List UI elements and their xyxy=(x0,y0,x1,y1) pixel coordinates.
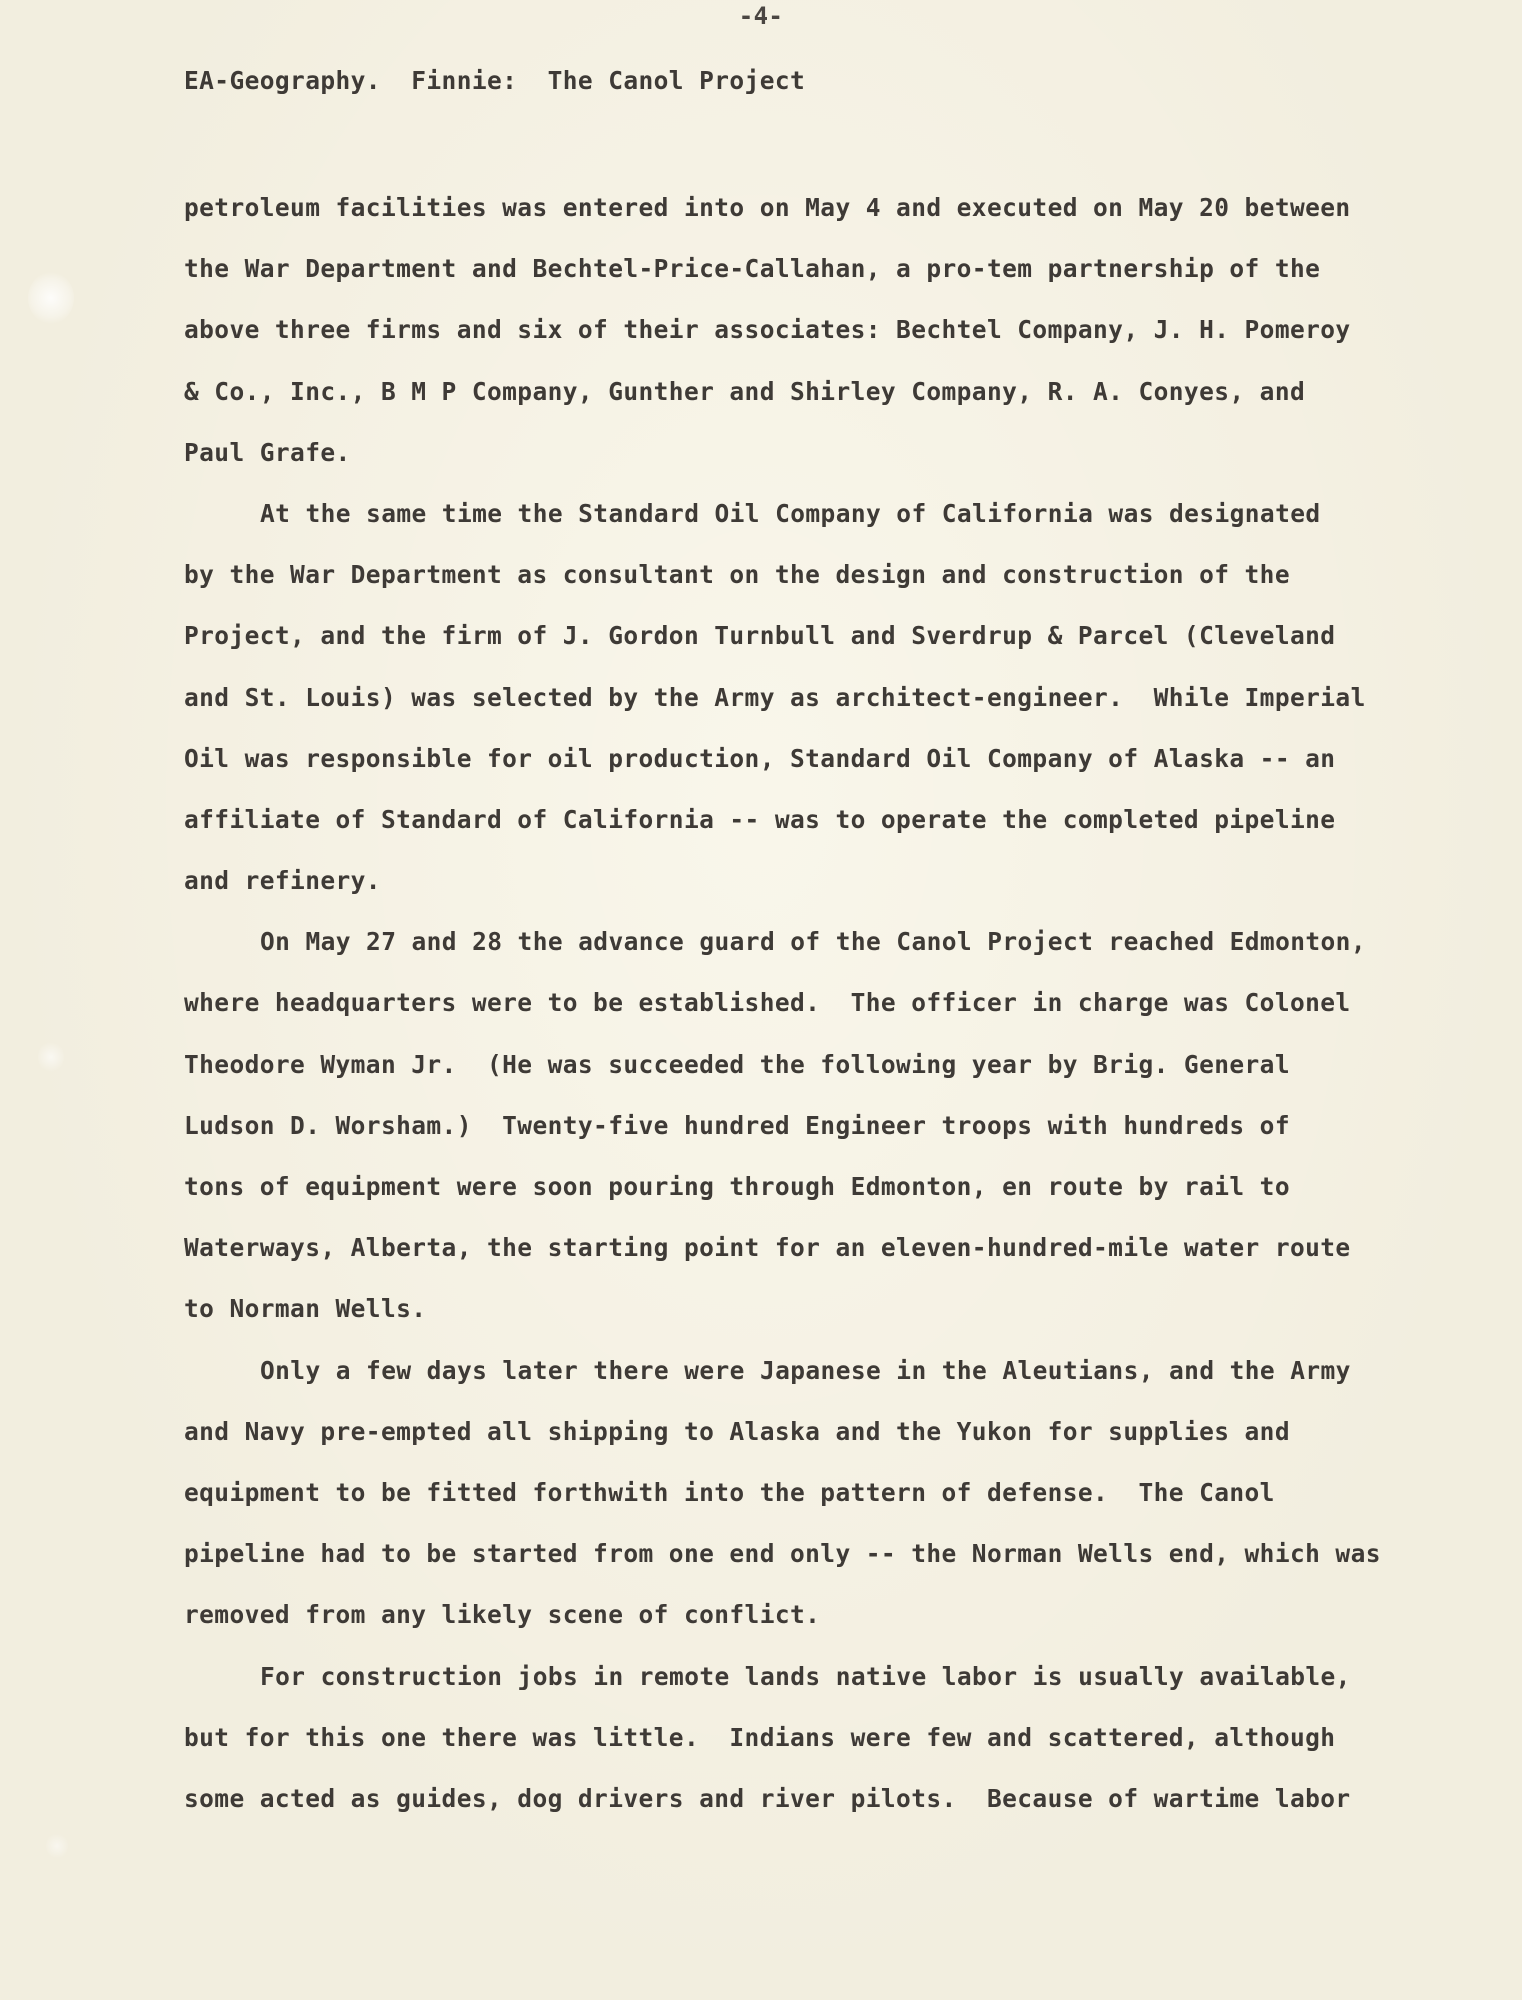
text-line: & Co., Inc., B M P Company, Gunther and Shirley Company, R. A. Conyes, and xyxy=(184,376,1306,406)
text-line: affiliate of Standard of California -- was to operate the completed pipeline xyxy=(184,804,1336,834)
text-line: some acted as guides, dog drivers and river pilots. Because of wartime labor xyxy=(184,1783,1351,1813)
text-line: and St. Louis) was selected by the Army as architect-engineer. While Imperial xyxy=(184,682,1366,712)
page-number: -4- xyxy=(738,2,784,30)
paper-stain xyxy=(28,272,74,324)
text-line: Waterways, Alberta, the starting point for an eleven-hundred-mile water route xyxy=(184,1233,1351,1263)
text-line: tons of equipment were soon pouring through Edmonton, en route by rail to xyxy=(184,1172,1290,1201)
text-line: where headquarters were to be established. The officer in charge was Colonel xyxy=(184,988,1351,1018)
running-header: EA-Geography. Finnie: The Canol Project xyxy=(184,66,806,95)
text-line: On May 27 and 28 the advance guard of the Canol Project reached Edmonton, xyxy=(260,927,1366,957)
text-line: and refinery. xyxy=(184,866,381,896)
text-line: Project, and the firm of J. Gordon Turnbull and Sverdrup & Parcel (Cleveland xyxy=(184,621,1336,651)
text-line: equipment to be fitted forthwith into the pattern of defense. The Canol xyxy=(184,1477,1275,1507)
text-line: Only a few days later there were Japanese in the Aleutians, and the Army xyxy=(260,1355,1351,1385)
paper-stain xyxy=(38,1040,64,1074)
text-line: Ludson D. Worsham.) Twenty-five hundred Engineer troops with hundreds of xyxy=(184,1110,1290,1140)
paper-stain xyxy=(46,1832,68,1860)
text-line: and Navy pre-empted all shipping to Alaska and the Yukon for supplies and xyxy=(184,1416,1290,1446)
text-line: by the War Department as consultant on the design and construction of the xyxy=(184,560,1290,590)
text-line: Oil was responsible for oil production, Standard Oil Company of Alaska -- an xyxy=(184,743,1336,773)
text-line: Paul Grafe. xyxy=(184,437,351,467)
text-line: For construction jobs in remote lands native labor is usually available, xyxy=(260,1661,1351,1691)
text-line: Theodore Wyman Jr. (He was succeeded the following year by Brig. General xyxy=(184,1049,1290,1079)
text-line: the War Department and Bechtel-Price-Callahan, a pro-tem partnership of the xyxy=(184,254,1321,284)
text-line: but for this one there was little. Indians were few and scattered, although xyxy=(184,1722,1336,1752)
text-line: removed from any likely scene of conflict. xyxy=(184,1600,821,1630)
text-line: to Norman Wells. xyxy=(184,1294,427,1324)
text-line: At the same time the Standard Oil Company of California was designated xyxy=(260,498,1321,528)
text-line: pipeline had to be started from one end only -- the Norman Wells end, which was xyxy=(184,1539,1381,1569)
body-text xyxy=(184,188,1424,1840)
text-line: petroleum facilities was entered into on May 4 and executed on May 20 between xyxy=(184,193,1351,222)
text-line: above three firms and six of their associates: Bechtel Company, J. H. Pomeroy xyxy=(184,315,1351,345)
